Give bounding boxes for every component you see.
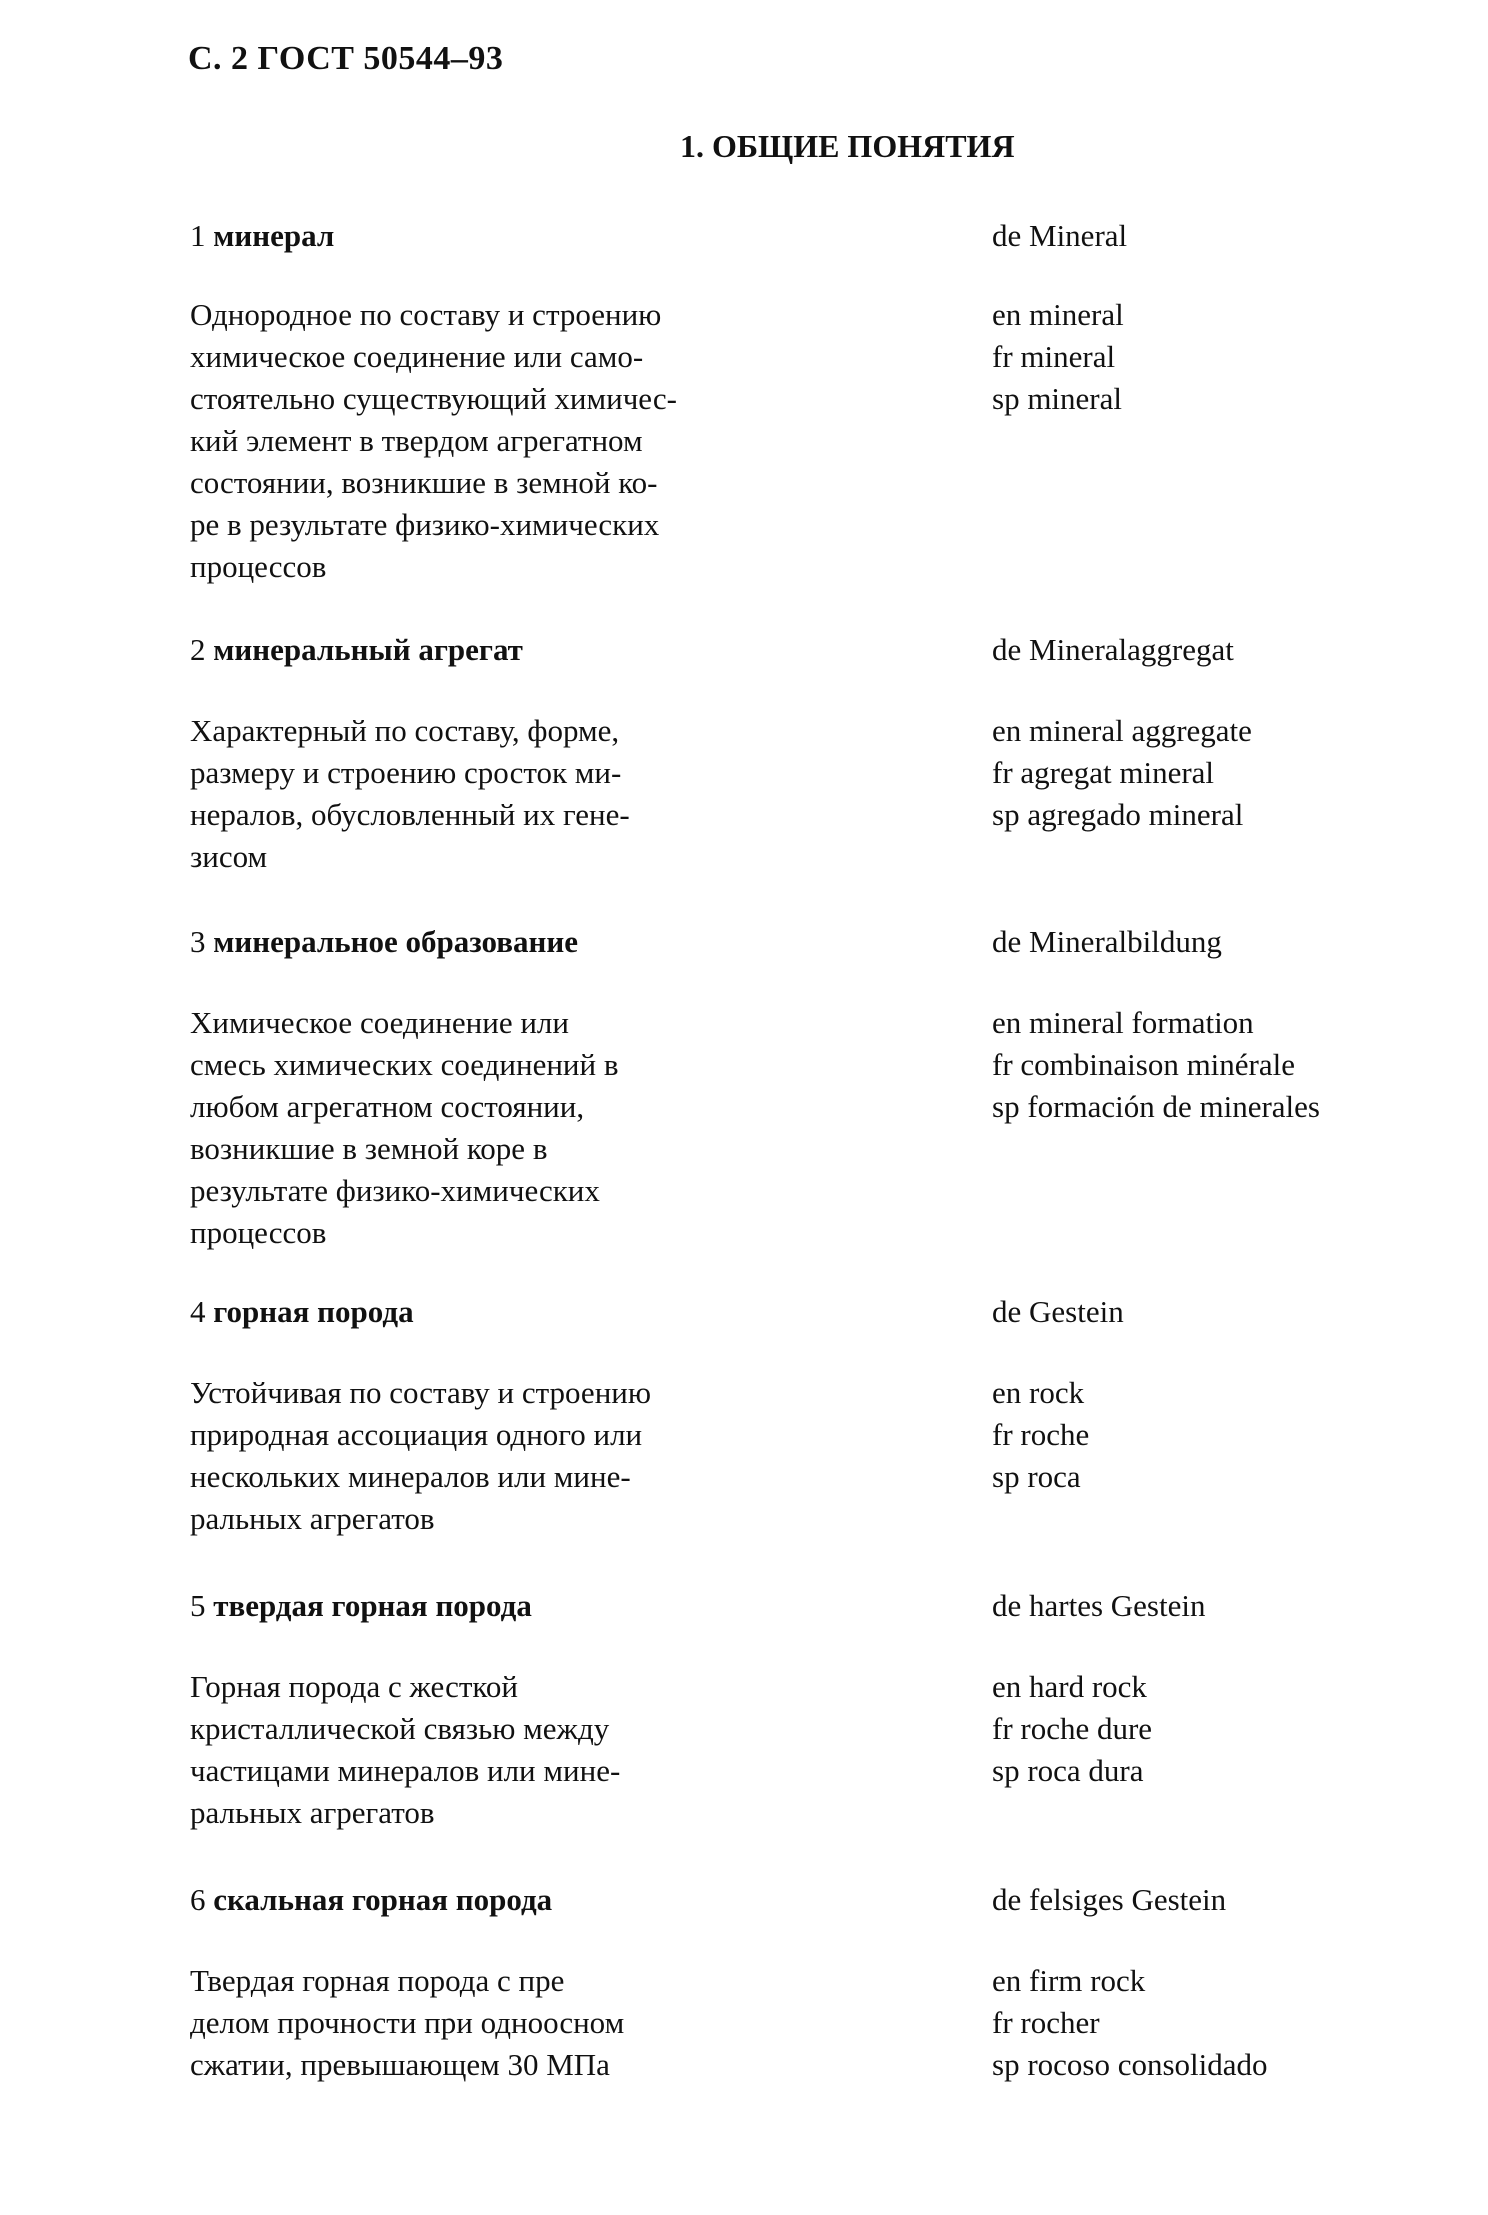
term-definition [190,1002,810,1254]
definition-line: Устойчивая по составу и строению [190,1375,652,1410]
definition-line: ральных агрегатов [190,1795,435,1830]
definition-line: стоятельно существующий химичес- [190,381,677,416]
definition-line: химическое соединение или само- [190,339,644,374]
translation-en: en mineral aggregate [992,713,1252,748]
translation-en: en rock [992,1375,1085,1410]
term-de: de Gestein [992,1294,1124,1329]
translation-fr: fr roche dure [992,1711,1153,1746]
definition-line: ральных агрегатов [190,1501,435,1536]
term-heading [190,218,334,254]
term-number: 1 [190,218,206,253]
translation-sp: sp mineral [992,381,1122,416]
term-number: 2 [190,632,206,667]
term-number: 4 [190,1294,206,1329]
definition-line: Твердая горная порода с пре [190,1963,565,1998]
translation-fr: fr agregat mineral [992,755,1215,790]
definition-line: кий элемент в твердом агрегатном [190,423,643,458]
definition-line: смесь химических соединений в [190,1047,619,1082]
term-heading [190,924,578,960]
term-translations [992,1372,1452,1498]
translation-en: en hard rock [992,1669,1147,1704]
translation-sp: sp roca dura [992,1753,1144,1788]
definition-line: Горная порода с жесткой [190,1669,518,1704]
definition-line: Характерный по составу, форме, [190,713,620,748]
term-name: минеральное образование [213,924,578,959]
definition-line: процессов [190,549,327,584]
translation-fr: fr mineral [992,339,1116,374]
term-heading [190,1882,552,1918]
term-de: de Mineralaggregat [992,632,1234,667]
term-de: de Mineralbildung [992,924,1222,959]
translation-en: en firm rock [992,1963,1146,1998]
page-header: С. 2 ГОСТ 50544–93 [188,40,504,77]
term-de: de hartes Gestein [992,1588,1206,1623]
term-translations [992,1002,1452,1128]
term-definition [190,294,810,588]
term-definition [190,1372,810,1540]
term-definition [190,1960,810,2086]
translation-fr: fr rocher [992,2005,1100,2040]
definition-line: кристаллической связью между [190,1711,610,1746]
term-translations [992,710,1452,836]
term-translations [992,1960,1452,2086]
definition-line: результате физико-химических [190,1173,600,1208]
term-name: минеральный агрегат [213,632,523,667]
term-number: 3 [190,924,206,959]
term-translations [992,294,1452,420]
translation-sp: sp roca [992,1459,1081,1494]
definition-line: сжатии, превышающем 30 МПа [190,2047,610,2082]
term-number: 5 [190,1588,206,1623]
definition-line: размеру и строению сросток ми- [190,755,622,790]
definition-line: Однородное по составу и строению [190,297,662,332]
term-de: de felsiges Gestein [992,1882,1227,1917]
term-name: горная порода [213,1294,414,1329]
term-heading [190,1588,532,1624]
translation-en: en mineral [992,297,1124,332]
definition-line: зисом [190,839,268,874]
definition-line: частицами минералов или мине- [190,1753,621,1788]
term-number: 6 [190,1882,206,1917]
definition-line: делом прочности при одноосном [190,2005,625,2040]
translation-sp: sp formación de minerales [992,1089,1320,1124]
translation-fr: fr roche [992,1417,1090,1452]
definition-line: ре в результате физико-химических [190,507,660,542]
term-translations [992,1666,1452,1792]
translation-sp: sp agregado mineral [992,797,1244,832]
definition-line: любом агрегатном состоянии, [190,1089,585,1124]
definition-line: состоянии, возникшие в земной ко- [190,465,658,500]
definition-line: природная ассоциация одного или [190,1417,643,1452]
term-heading [190,1294,414,1330]
section-title: 1. ОБЩИЕ ПОНЯТИЯ [680,128,1015,164]
term-de: de Mineral [992,218,1128,253]
term-definition [190,1666,810,1834]
definition-line: нералов, обусловленный их гене- [190,797,630,832]
term-definition [190,710,810,878]
term-name: скальная горная порода [213,1882,553,1917]
term-heading [190,632,523,668]
definition-line: нескольких минералов или мине- [190,1459,631,1494]
term-name: минерал [213,218,335,253]
translation-en: en mineral formation [992,1005,1254,1040]
translation-fr: fr combinaison minérale [992,1047,1296,1082]
translation-sp: sp rocoso consolidado [992,2047,1268,2082]
term-name: твердая горная порода [213,1588,532,1623]
definition-line: процессов [190,1215,327,1250]
definition-line: возникшие в земной коре в [190,1131,548,1166]
definition-line: Химическое соединение или [190,1005,569,1040]
